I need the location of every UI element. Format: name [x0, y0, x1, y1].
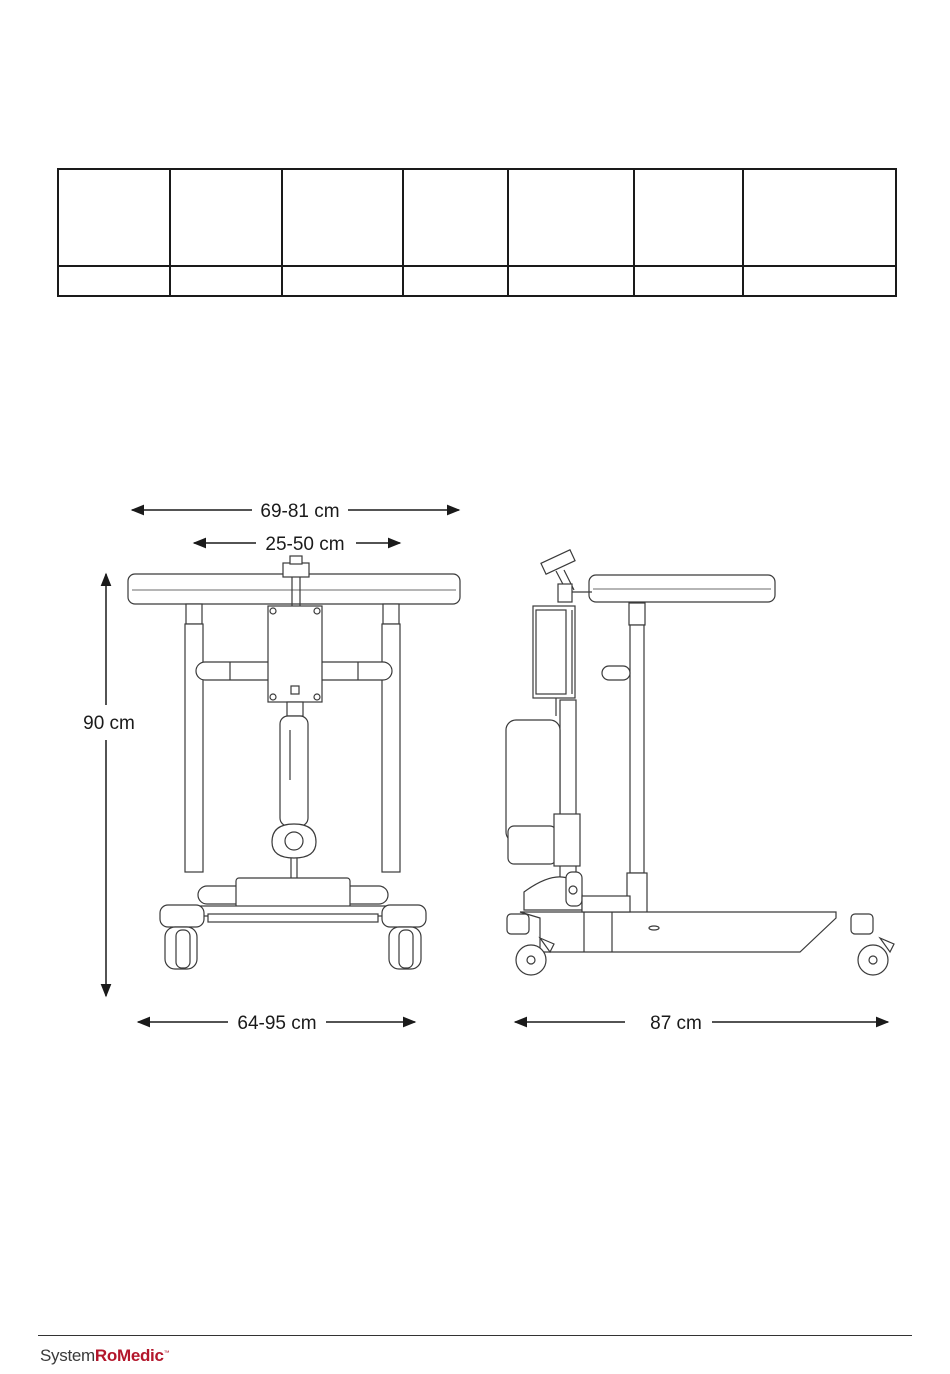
brand-text-system: System	[40, 1346, 95, 1365]
dimension-inner-width	[194, 534, 400, 555]
brand-trademark: ™	[163, 1350, 170, 1357]
dimension-label-length: 87 cm	[650, 1013, 702, 1034]
brand-logo	[40, 1346, 169, 1366]
dimension-base-width	[138, 1013, 415, 1034]
dimension-label-height: 90 cm	[83, 713, 135, 734]
dimension-label-top-width: 69-81 cm	[260, 501, 340, 522]
side-view-illustration	[506, 550, 894, 975]
dimension-label-base-width: 64-95 cm	[237, 1013, 317, 1034]
dimension-top-width	[132, 501, 459, 522]
dimension-length	[515, 1013, 888, 1034]
dimension-label-inner-width: 25-50 cm	[265, 534, 345, 555]
front-view-illustration	[128, 556, 460, 969]
dimension-height	[83, 574, 135, 996]
brand-text-romedic: RoMedic	[94, 1346, 164, 1365]
footer-divider	[38, 1335, 912, 1336]
